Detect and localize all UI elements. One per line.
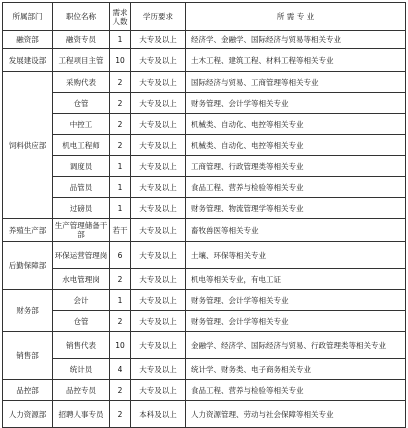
count-cell: 2 — [110, 401, 131, 428]
table-row — [3, 380, 406, 401]
count-cell: 1 — [110, 177, 131, 198]
position-cell: 会计 — [53, 290, 110, 311]
major-cell: 国际经济与贸易、工商管理等相关专业 — [186, 72, 406, 93]
table-row — [3, 401, 406, 428]
position-cell: 环保运营管理岗 — [53, 242, 110, 269]
education-cell: 大专及以上 — [131, 156, 186, 177]
education-cell: 大专及以上 — [131, 380, 186, 401]
major-cell: 统计学、财务类、电子商务相关专业 — [186, 359, 406, 380]
count-cell: 1 — [110, 290, 131, 311]
position-cell: 仓管 — [53, 311, 110, 332]
major-cell: 食品工程、营养与检验等相关专业 — [186, 177, 406, 198]
education-cell: 大专及以上 — [131, 114, 186, 135]
table-row — [3, 198, 406, 219]
position-cell: 品控专员 — [53, 380, 110, 401]
position-cell: 采购代表 — [53, 72, 110, 93]
major-cell: 机械类、自动化、电控等相关专业 — [186, 135, 406, 156]
header-row — [3, 3, 406, 31]
count-cell: 2 — [110, 135, 131, 156]
header-position: 职位名称 — [53, 3, 110, 31]
table-row — [3, 93, 406, 114]
recruitment-table-container — [2, 2, 406, 428]
count-cell: 2 — [110, 380, 131, 401]
position-cell: 工程项目主管 — [53, 49, 110, 72]
major-cell: 财务管理、会计学等相关专业 — [186, 311, 406, 332]
table-row — [3, 72, 406, 93]
table-row — [3, 135, 406, 156]
table-row — [3, 269, 406, 290]
position-cell: 调度员 — [53, 156, 110, 177]
recruitment-table — [2, 2, 406, 428]
education-cell: 大专及以上 — [131, 135, 186, 156]
major-cell: 机械类、自动化、电控等相关专业 — [186, 114, 406, 135]
major-cell: 土壤、环保等相关专业 — [186, 242, 406, 269]
table-row — [3, 31, 406, 49]
position-cell: 机电工程师 — [53, 135, 110, 156]
position-cell: 统计员 — [53, 359, 110, 380]
department-cell: 发展建设部 — [3, 49, 53, 72]
count-cell: 4 — [110, 359, 131, 380]
table-row — [3, 219, 406, 242]
position-cell: 招聘人事专员 — [53, 401, 110, 428]
table-row — [3, 49, 406, 72]
position-cell: 品管员 — [53, 177, 110, 198]
education-cell: 大专及以上 — [131, 359, 186, 380]
position-cell: 生产管理储备干部 — [53, 219, 110, 242]
department-cell: 养殖生产部 — [3, 219, 53, 242]
education-cell: 大专及以上 — [131, 31, 186, 49]
count-cell: 1 — [110, 156, 131, 177]
position-cell: 融资专员 — [53, 31, 110, 49]
count-cell: 2 — [110, 93, 131, 114]
education-cell: 大专及以上 — [131, 93, 186, 114]
count-cell: 2 — [110, 311, 131, 332]
education-cell: 大专及以上 — [131, 198, 186, 219]
major-cell: 财务管理、会计学等相关专业 — [186, 290, 406, 311]
header-major: 所 需 专 业 — [186, 3, 406, 31]
position-cell: 销售代表 — [53, 332, 110, 359]
department-cell: 人力资源部 — [3, 401, 53, 428]
education-cell: 本科及以上 — [131, 401, 186, 428]
major-cell: 财务管理、物流管理学等相关专业 — [186, 198, 406, 219]
count-cell: 2 — [110, 269, 131, 290]
header-count: 需求人数 — [110, 3, 131, 31]
department-cell: 财务部 — [3, 290, 53, 332]
department-cell: 销售部 — [3, 332, 53, 380]
table-row — [3, 332, 406, 359]
table-row — [3, 156, 406, 177]
count-cell: 1 — [110, 31, 131, 49]
count-cell: 10 — [110, 332, 131, 359]
table-row — [3, 359, 406, 380]
table-row — [3, 114, 406, 135]
major-cell: 金融学、经济学、国际经济与贸易、行政管理类等相关专业 — [186, 332, 406, 359]
table-row — [3, 242, 406, 269]
header-department: 所属部门 — [3, 3, 53, 31]
education-cell: 大专及以上 — [131, 290, 186, 311]
education-cell: 大专及以上 — [131, 311, 186, 332]
count-cell: 2 — [110, 72, 131, 93]
position-cell: 水电管理岗 — [53, 269, 110, 290]
major-cell: 畜牧兽医等相关专业 — [186, 219, 406, 242]
major-cell: 土木工程、建筑工程、材料工程等相关专业 — [186, 49, 406, 72]
major-cell: 财务管理、会计学等相关专业 — [186, 93, 406, 114]
count-cell: 2 — [110, 114, 131, 135]
major-cell: 机电等相关专业，有电工证 — [186, 269, 406, 290]
table-row — [3, 177, 406, 198]
education-cell: 大专及以上 — [131, 332, 186, 359]
major-cell: 食品工程、营养与检验等相关专业 — [186, 380, 406, 401]
education-cell: 大专及以上 — [131, 242, 186, 269]
header-education: 学历要求 — [131, 3, 186, 31]
position-cell: 过磅员 — [53, 198, 110, 219]
education-cell: 大专及以上 — [131, 177, 186, 198]
education-cell: 大专及以上 — [131, 72, 186, 93]
count-cell: 1 — [110, 198, 131, 219]
education-cell: 大专及以上 — [131, 219, 186, 242]
position-cell: 仓管 — [53, 93, 110, 114]
major-cell: 人力资源管理、劳动与社会保障等相关专业 — [186, 401, 406, 428]
major-cell: 经济学、金融学、国际经济与贸易等相关专业 — [186, 31, 406, 49]
position-cell: 中控工 — [53, 114, 110, 135]
department-cell: 融资部 — [3, 31, 53, 49]
count-cell: 6 — [110, 242, 131, 269]
department-cell: 饲料供应部 — [3, 72, 53, 219]
count-cell: 10 — [110, 49, 131, 72]
department-cell: 后勤保障部 — [3, 242, 53, 290]
count-cell: 若干 — [110, 219, 131, 242]
table-row — [3, 311, 406, 332]
table-row — [3, 290, 406, 311]
department-cell: 品控部 — [3, 380, 53, 401]
education-cell: 大专及以上 — [131, 269, 186, 290]
major-cell: 工商管理、行政管理类等相关专业 — [186, 156, 406, 177]
education-cell: 大专及以上 — [131, 49, 186, 72]
